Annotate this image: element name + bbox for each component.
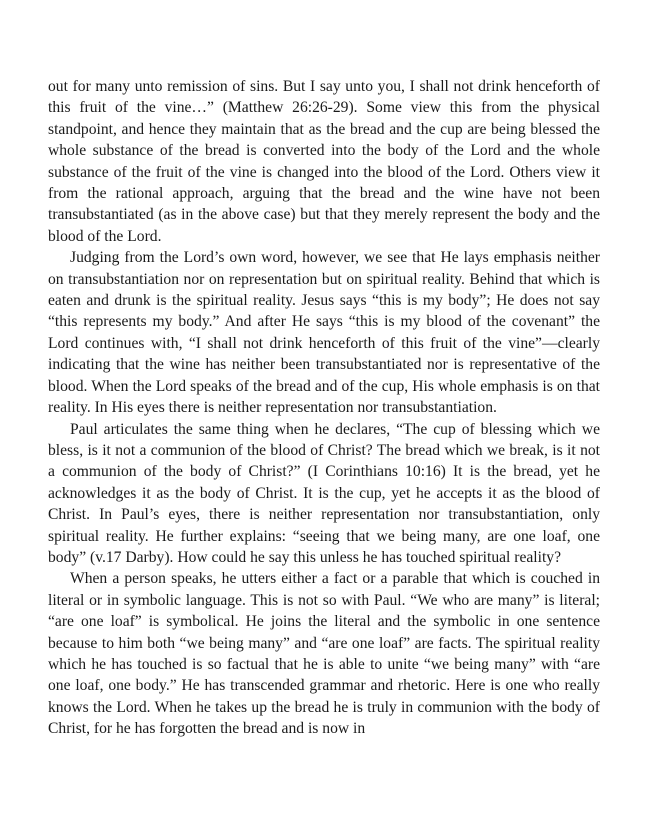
paragraph-continuation: out for many unto remission of sins. But I say unto you, I shall not drink henceforth of this fruit of the vine…” (Matthew 26:26-29). Some view this from the physical standpoint, and hence they maintain that as the bread and the cup are being blessed the whole substance of the bread is converted into the body of the Lord and the whole substance of the fruit of the vine is changed into the blood of the Lord. Others view it from the rational approach, arguing that the bread and the wine have not been transubstantiated (as in the above case) but that they merely represent the body and the blood of the Lord.	[48, 78, 600, 245]
paragraph-person-speaks: When a person speaks, he utters either a fact or a parable that which is couched in literal or in symbolic language. This is not so with Paul. “We who are many” is literal; “are one loaf” is symbolical. He joins the literal and the symbolic in one sentence because to him both “we being many” and “are one loaf” are facts. The spiritual reality which he has touched is so factual that he is able to unite “we being many” with “are one loaf, one body.” He has transcended grammar and rhetoric. Here is one who really knows the Lord. When he takes up the bread he is truly in communion with the body of Christ, for he has forgotten the bread and is now in	[48, 570, 600, 738]
paragraph-lords-word: Judging from the Lord’s own word, however, we see that He lays emphasis neither on transubstantiation nor on representation but on spiritual reality. Behind that which is eaten and drunk is the spiritual reality. Jesus says “this is my body”; He does not say “this represents my body.” And after He says “this is my blood of the covenant” the Lord continues with, “I shall not drink henceforth of this fruit of the vine”—clearly indicating that the wine has neither been transubstantiated nor is representative of the blood. When the Lord speaks of the bread and of the cup, His whole emphasis is on that reality. In His eyes there is neither representation nor transubstantiation.	[48, 249, 600, 417]
document-page	[48, 76, 600, 740]
paragraph-paul-articulates: Paul articulates the same thing when he declares, “The cup of blessing which we bless, is it not a communion of the blood of Christ? The bread which we break, is it not a communion of the body of Christ?” (I Corinthians 10:16) It is the bread, yet he acknowledges it as the body of Christ. It is the cup, yet he accepts it as the blood of Christ. In Paul’s eyes, there is neither representation nor transubstantiation, only spiritual reality. He further explains: “seeing that we being many, are one loaf, one body” (v.17 Darby). How could he say this unless he has touched spiritual reality?	[48, 420, 600, 566]
